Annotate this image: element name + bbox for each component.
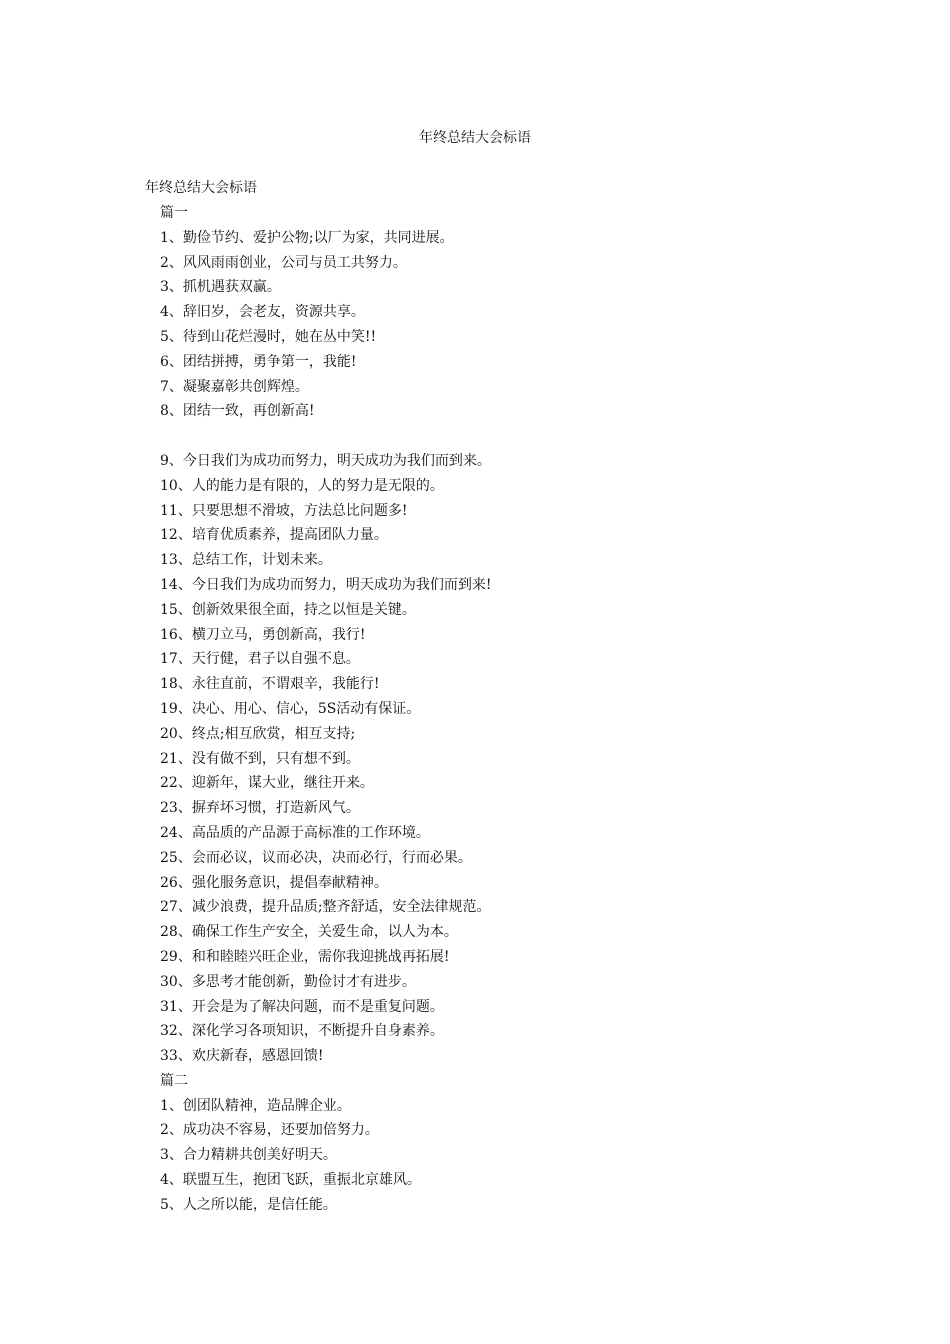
list-item: 30、多思考才能创新，勤俭讨才有进步。 (160, 973, 416, 990)
list-item: 29、和和睦睦兴旺企业，需你我迎挑战再拓展! (160, 948, 450, 965)
list-item: 9、今日我们为成功而努力，明天成功为我们而到来。 (160, 452, 491, 469)
list-item: 15、创新效果很全面，持之以恒是关键。 (160, 601, 416, 618)
list-item: 27、减少浪费，提升品质;整齐舒适，安全法律规范。 (160, 899, 491, 916)
list-item: 32、深化学习各项知识，不断提升自身素养。 (160, 1023, 444, 1040)
list-item: 23、摒弃坏习惯，打造新风气。 (160, 800, 360, 817)
list-item: 6、团结拼搏，勇争第一，我能! (160, 353, 357, 370)
list-item: 18、永往直前，不谓艰辛，我能行! (160, 676, 380, 693)
list-item: 26、强化服务意识，提倡奉献精神。 (160, 874, 388, 891)
document-title: 年终总结大会标语 (419, 130, 531, 146)
list-item: 1、勤俭节约、爱护公物;以厂为家，共同进展。 (160, 229, 454, 246)
list-item: 33、欢庆新春，感恩回馈! (160, 1048, 324, 1065)
list-item: 20、终点;相互欣赏，相互支持; (160, 725, 356, 742)
list-item: 13、总结工作，计划未来。 (160, 552, 332, 569)
document-body (145, 176, 845, 1218)
list-item: 22、迎新年，谋大业，继往开来。 (160, 775, 374, 792)
list-item: 28、确保工作生产安全，关爱生命，以人为本。 (160, 924, 458, 941)
list-item: 5、待到山花烂漫时，她在丛中笑!! (160, 328, 377, 345)
list-item: 21、没有做不到，只有想不到。 (160, 750, 360, 767)
list-item: 24、高品质的产品源于高标准的工作环境。 (160, 824, 430, 841)
list-item: 25、会而必议，议而必决，决而必行，行而必果。 (160, 849, 472, 866)
section-heading: 篇一 (160, 205, 188, 221)
list-item: 2、风风雨雨创业，公司与员工共努力。 (160, 254, 407, 271)
list-item: 19、决心、用心、信心，5S活动有保证。 (160, 700, 421, 717)
slogan-list (145, 449, 845, 1069)
slogan-list (145, 226, 845, 424)
list-item: 16、横刀立马，勇创新高，我行! (160, 626, 366, 643)
list-item: 2、成功决不容易，还要加倍努力。 (160, 1122, 379, 1139)
list-item: 5、人之所以能，是信任能。 (160, 1196, 337, 1213)
list-item: 3、抓机遇获双赢。 (160, 279, 281, 296)
list-item: 14、今日我们为成功而努力，明天成功为我们而到来! (160, 576, 492, 593)
slogan-list (145, 1094, 845, 1218)
list-item: 17、天行健，君子以自强不息。 (160, 651, 360, 668)
list-item: 3、合力精耕共创美好明天。 (160, 1147, 337, 1164)
list-item: 10、人的能力是有限的，人的努力是无限的。 (160, 477, 444, 494)
section-heading: 篇二 (160, 1072, 188, 1089)
list-item: 1、创团队精神，造品牌企业。 (160, 1097, 351, 1114)
list-item: 4、辞旧岁，会老友，资源共享。 (160, 304, 365, 321)
list-item: 7、凝聚嘉彰共创辉煌。 (160, 378, 309, 395)
list-item: 8、团结一致，再创新高! (160, 403, 315, 420)
list-item: 31、开会是为了解决问题，而不是重复问题。 (160, 998, 444, 1015)
list-item: 12、培育优质素养，提高团队力量。 (160, 527, 388, 544)
list-item: 4、联盟互生，抱团飞跃，重振北京雄风。 (160, 1172, 421, 1189)
list-item: 11、只要思想不滑坡，方法总比问题多! (160, 502, 408, 519)
blank-line (145, 424, 845, 449)
document-subtitle: 年终总结大会标语 (145, 180, 257, 196)
